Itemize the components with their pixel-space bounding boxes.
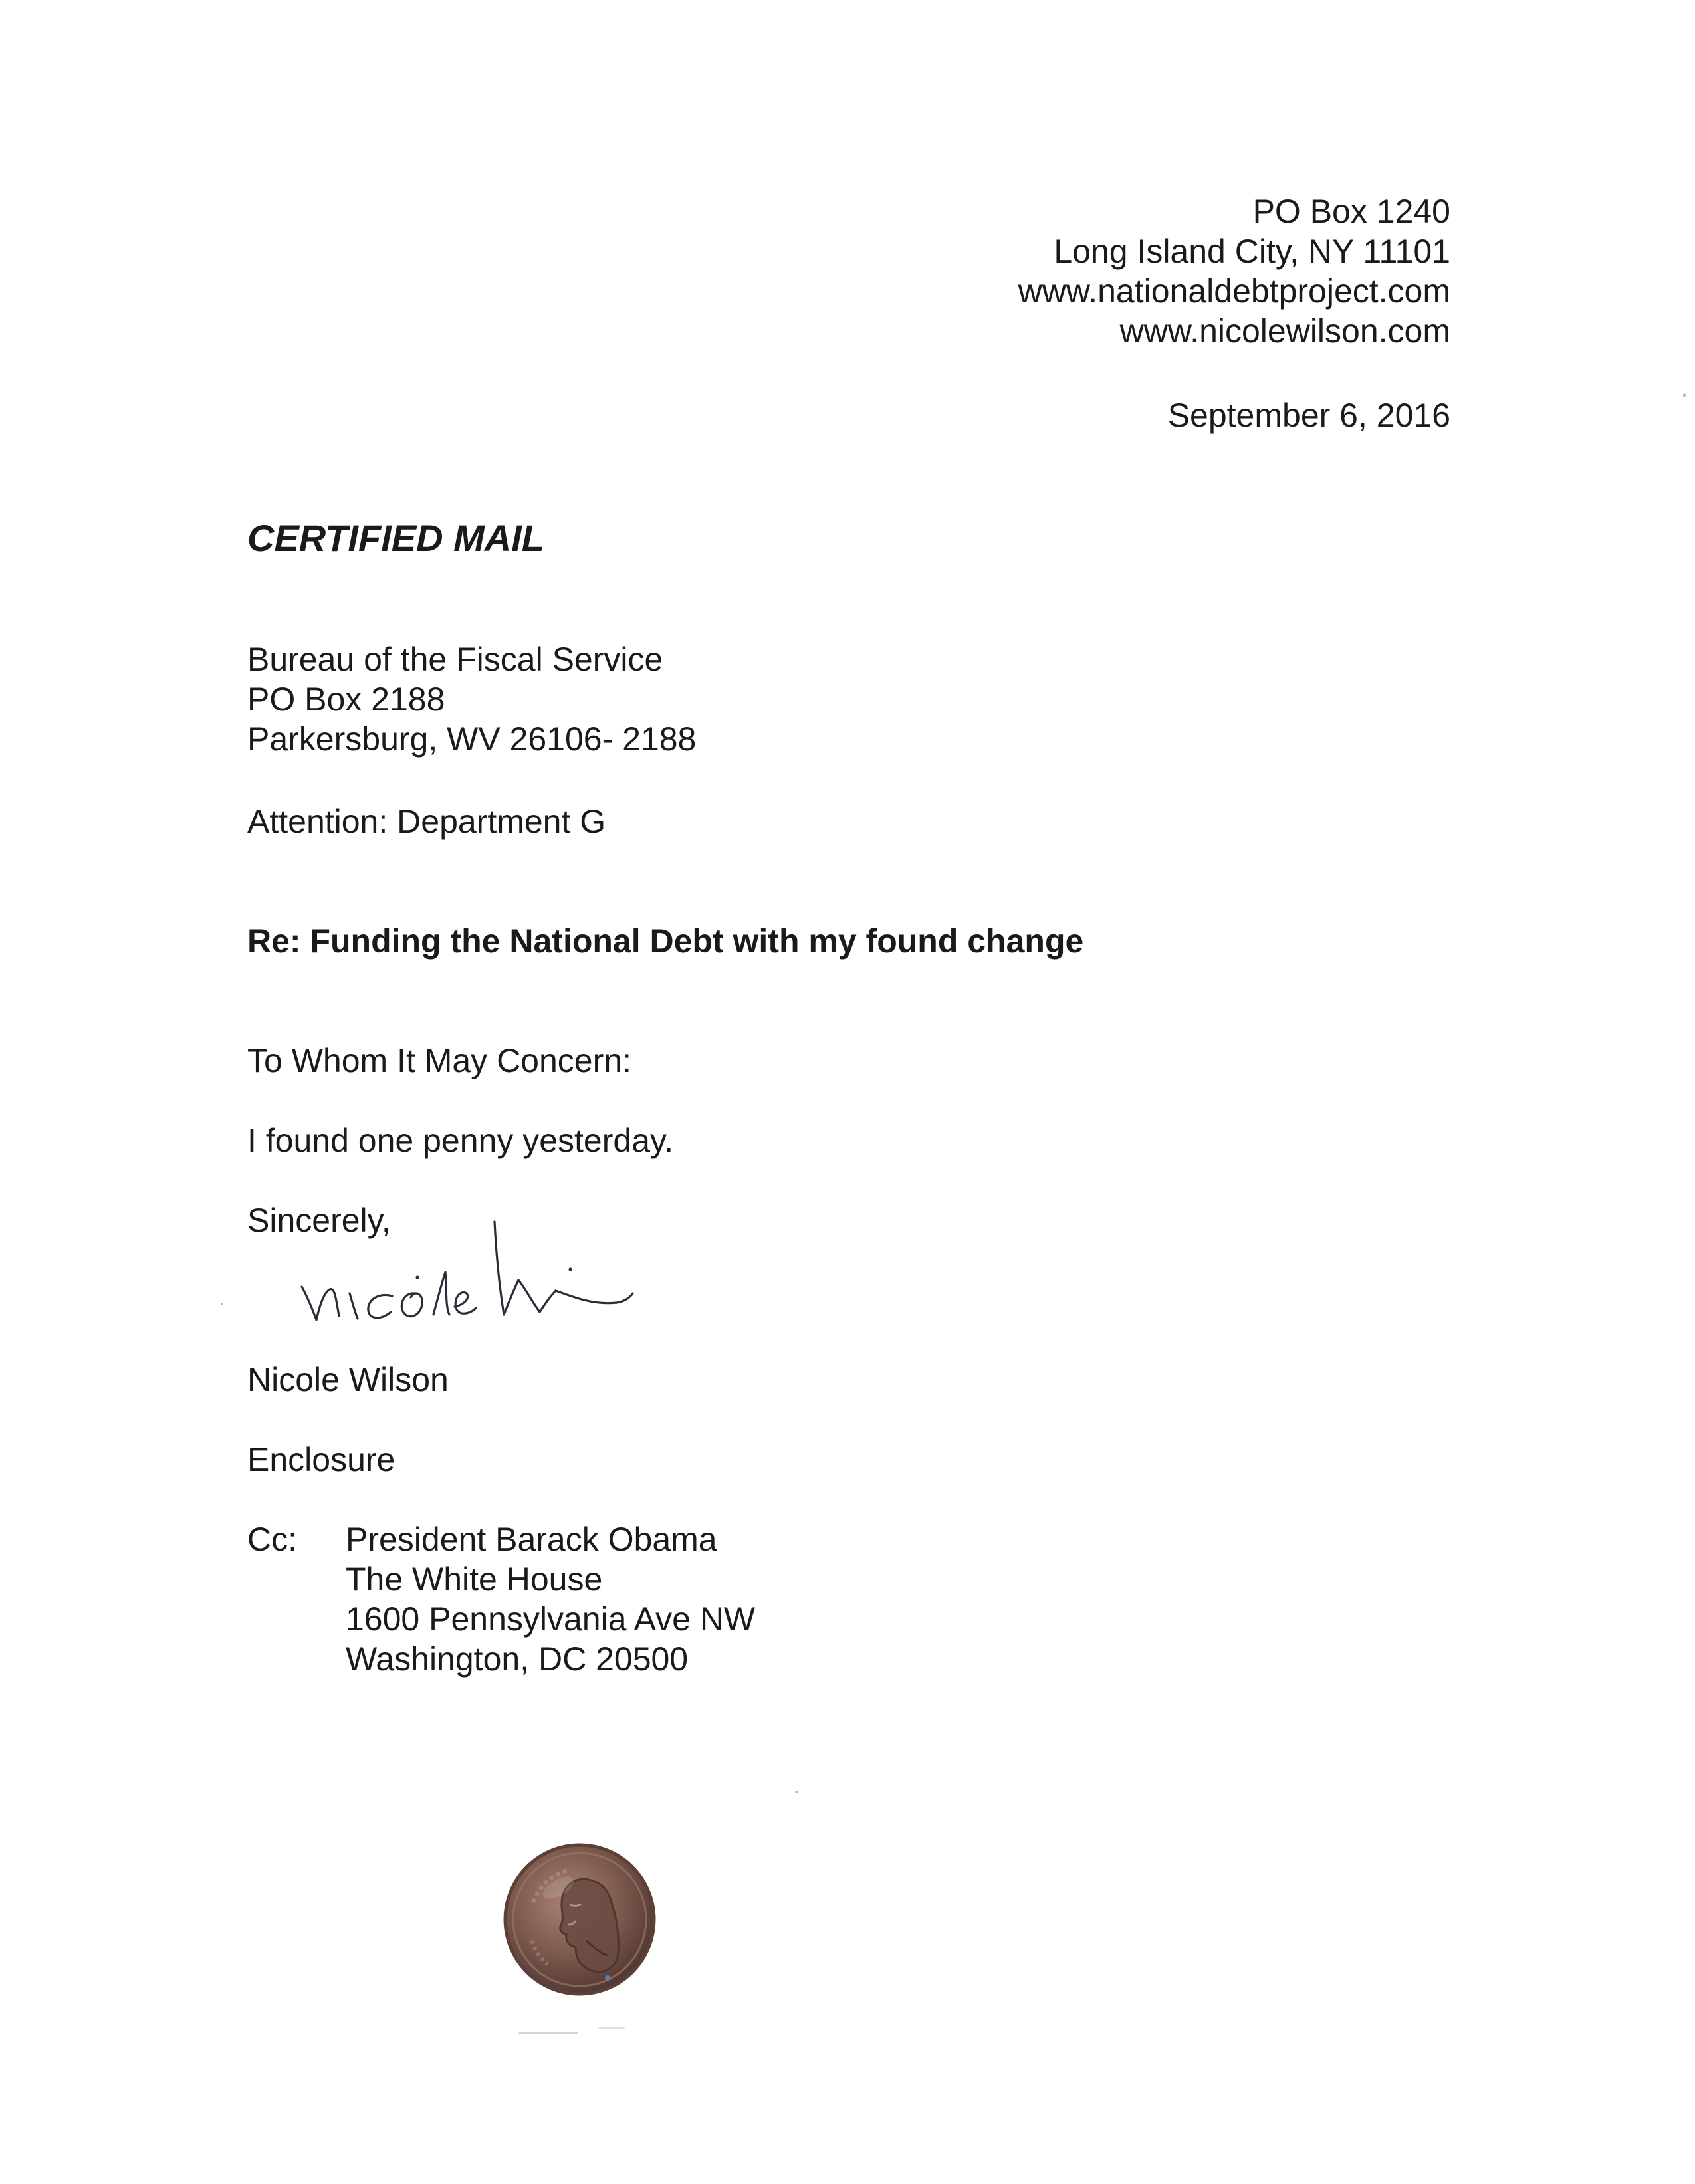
- scan-speck: [1683, 393, 1686, 397]
- sender-address-line: Long Island City, NY 11101: [1054, 233, 1450, 270]
- salutation: To Whom It May Concern:: [247, 1042, 631, 1079]
- cc-address-line: The White House: [346, 1561, 603, 1598]
- scan-speck: [518, 2032, 578, 2034]
- letter-body: I found one penny yesterday.: [247, 1122, 674, 1159]
- signer-name: Nicole Wilson: [247, 1361, 449, 1398]
- sender-address-line: PO Box 1240: [1252, 193, 1450, 230]
- delivery-method-heading: CERTIFIED MAIL: [247, 517, 544, 559]
- cc-address-line: President Barack Obama: [346, 1521, 717, 1558]
- cc-address-line: 1600 Pennsylvania Ave NW: [346, 1600, 756, 1638]
- scan-speck: [221, 1303, 223, 1305]
- sender-website-link[interactable]: www.nicolewilson.com: [1119, 312, 1450, 350]
- attention-line: Attention: Department G: [247, 803, 606, 840]
- closing: Sincerely,: [247, 1202, 391, 1239]
- sender-address: [1018, 191, 1450, 351]
- penny-icon: [501, 1841, 658, 1998]
- scan-speck: [795, 1791, 798, 1793]
- recipient-address-line: Bureau of the Fiscal Service: [247, 641, 663, 678]
- cc-address-line: Washington, DC 20500: [346, 1640, 689, 1678]
- sender-website-link[interactable]: www.nationaldebtproject.com: [1018, 273, 1450, 310]
- enclosure-notation: Enclosure: [247, 1441, 396, 1478]
- subject-line: Re: Funding the National Debt with my found change: [247, 923, 1084, 960]
- cc-address: [346, 1519, 755, 1679]
- cc-label: Cc:: [247, 1521, 297, 1558]
- scan-speck: [598, 2027, 625, 2029]
- letter-date: September 6, 2016: [1167, 397, 1450, 434]
- recipient-address-line: Parkersburg, WV 26106- 2188: [247, 720, 697, 758]
- recipient-address-line: PO Box 2188: [247, 681, 445, 718]
- recipient-address: [247, 639, 696, 759]
- signature-icon: [292, 1208, 651, 1341]
